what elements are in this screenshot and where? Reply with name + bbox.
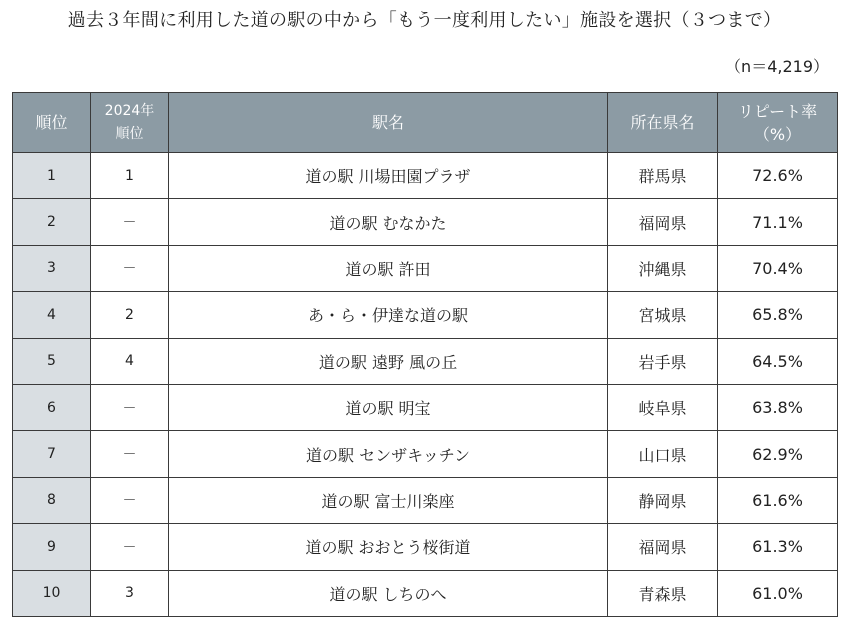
repeat-rate-cell: 62.9%: [718, 431, 838, 477]
rank-cell: 1: [13, 153, 91, 199]
prev-rank-cell: 2: [91, 292, 169, 338]
repeat-rate-cell: 72.6%: [718, 153, 838, 199]
rank-cell: 6: [13, 384, 91, 430]
header-station: 駅名: [169, 93, 608, 153]
sample-size: （n＝4,219）: [725, 57, 829, 76]
rank-cell: 7: [13, 431, 91, 477]
prefecture-cell: 岐阜県: [608, 384, 718, 430]
prev-rank-cell: 1: [91, 153, 169, 199]
prefecture-cell: 宮城県: [608, 292, 718, 338]
header-prev-rank-line1: 2024年: [104, 102, 155, 119]
ranking-table: [12, 92, 838, 617]
page-title: 過去３年間に利用した道の駅の中から「もう一度利用したい」施設を選択（３つまで）: [67, 10, 782, 31]
prefecture-cell: 福岡県: [608, 199, 718, 245]
prefecture-cell: 福岡県: [608, 524, 718, 570]
station-name-cell: 道の駅 富士川楽座: [169, 477, 608, 523]
prev-rank-cell: －: [91, 199, 169, 245]
table-row: [13, 570, 838, 616]
header-repeat-rate: [718, 93, 838, 153]
repeat-rate-cell: 61.3%: [718, 524, 838, 570]
repeat-rate-cell: 61.0%: [718, 570, 838, 616]
prefecture-cell: 沖縄県: [608, 245, 718, 291]
table-body: [13, 153, 838, 617]
prefecture-cell: 静岡県: [608, 477, 718, 523]
repeat-rate-cell: 64.5%: [718, 338, 838, 384]
table-row: [13, 384, 838, 430]
station-name-cell: 道の駅 センザキッチン: [169, 431, 608, 477]
table-row: [13, 338, 838, 384]
rank-cell: 3: [13, 245, 91, 291]
table-row: [13, 245, 838, 291]
prefecture-cell: 岩手県: [608, 338, 718, 384]
prev-rank-cell: －: [91, 245, 169, 291]
repeat-rate-cell: 71.1%: [718, 199, 838, 245]
station-name-cell: 道の駅 おおとう桜街道: [169, 524, 608, 570]
prev-rank-cell: －: [91, 431, 169, 477]
rank-cell: 4: [13, 292, 91, 338]
prefecture-cell: 群馬県: [608, 153, 718, 199]
prev-rank-cell: 4: [91, 338, 169, 384]
repeat-rate-cell: 61.6%: [718, 477, 838, 523]
station-name-cell: 道の駅 むなかた: [169, 199, 608, 245]
table-row: [13, 477, 838, 523]
prev-rank-cell: －: [91, 477, 169, 523]
repeat-rate-cell: 63.8%: [718, 384, 838, 430]
station-name-cell: 道の駅 許田: [169, 245, 608, 291]
prefecture-cell: 山口県: [608, 431, 718, 477]
header-row: [13, 93, 838, 153]
header-prev-rank: [91, 93, 169, 153]
table-row: [13, 199, 838, 245]
rank-cell: 5: [13, 338, 91, 384]
prev-rank-cell: －: [91, 524, 169, 570]
prefecture-cell: 青森県: [608, 570, 718, 616]
table-row: [13, 292, 838, 338]
rank-cell: 2: [13, 199, 91, 245]
prev-rank-cell: 3: [91, 570, 169, 616]
header-prefecture: 所在県名: [608, 93, 718, 153]
station-name-cell: 道の駅 遠野 風の丘: [169, 338, 608, 384]
table-row: [13, 431, 838, 477]
rank-cell: 8: [13, 477, 91, 523]
table-row: [13, 153, 838, 199]
station-name-cell: 道の駅 明宝: [169, 384, 608, 430]
table-row: [13, 524, 838, 570]
header-prev-rank-line2: 順位: [115, 125, 144, 142]
header-rank: 順位: [13, 93, 91, 153]
repeat-rate-cell: 65.8%: [718, 292, 838, 338]
station-name-cell: 道の駅 しちのへ: [169, 570, 608, 616]
rank-cell: 10: [13, 570, 91, 616]
prev-rank-cell: －: [91, 384, 169, 430]
header-repeat-rate-line1: リピート率: [737, 101, 818, 121]
repeat-rate-cell: 70.4%: [718, 245, 838, 291]
station-name-cell: あ・ら・伊達な道の駅: [169, 292, 608, 338]
station-name-cell: 道の駅 川場田園プラザ: [169, 153, 608, 199]
header-repeat-rate-line2: （%）: [753, 124, 802, 144]
rank-cell: 9: [13, 524, 91, 570]
